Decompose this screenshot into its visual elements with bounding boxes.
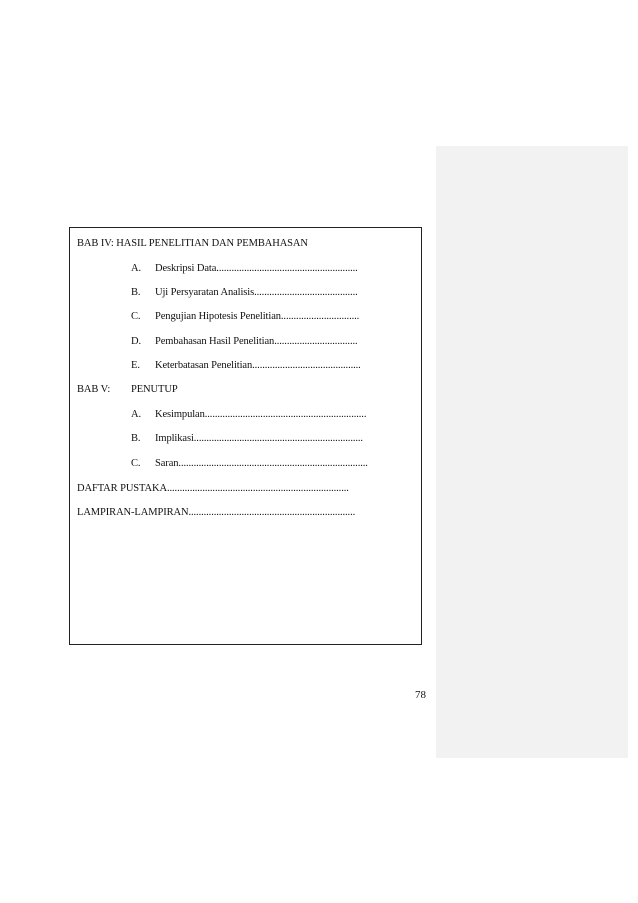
toc-item-dots: ...........................................................................: [178, 458, 368, 469]
toc-item-dots: ...........................................: [252, 360, 361, 371]
toc-item-dots: ..................................................................: [188, 507, 356, 518]
toc-item-dots: ........................................................: [216, 263, 358, 274]
toc-item-letter: A.: [131, 409, 142, 420]
toc-item-letter: B.: [131, 287, 141, 298]
toc-item-letter: C.: [131, 458, 141, 469]
toc-item-letter: B.: [131, 433, 141, 444]
toc-item-text: Saran: [155, 458, 179, 469]
toc-item-letter: D.: [131, 336, 142, 347]
bab4-title: BAB IV: HASIL PENELITIAN DAN PEMBAHASAN: [77, 238, 308, 249]
toc-item-dots: ...................................................................: [193, 433, 363, 444]
toc-item-daftar-pustaka[interactable]: [77, 482, 349, 495]
toc-item-dots: ........................................................................: [166, 483, 349, 494]
toc-item-dots: ...............................: [280, 311, 360, 322]
comment-pane: [436, 146, 628, 758]
toc-item-text: LAMPIRAN-LAMPIRAN: [77, 507, 189, 518]
toc-item-lampiran[interactable]: [77, 506, 355, 519]
toc-item-letter: A.: [131, 263, 142, 274]
toc-item-text: Kesimpulan: [155, 409, 205, 420]
toc-item-text: Deskripsi Data: [155, 263, 217, 274]
table-of-contents-box: [69, 227, 422, 645]
toc-item-text: Implikasi: [155, 433, 194, 444]
bab5-label: BAB V:: [77, 384, 111, 395]
toc-item-letter: C.: [131, 311, 141, 322]
bab5-title: PENUTUP: [131, 384, 178, 395]
toc-item-letter: E.: [131, 360, 140, 371]
toc-item-text: Uji Persyaratan Analisis: [155, 287, 255, 298]
toc-item-dots: ................................................................: [204, 409, 367, 420]
toc-item-dots: .........................................: [254, 287, 358, 298]
toc-item-text: DAFTAR PUSTAKA: [77, 483, 167, 494]
bab4-heading: [77, 237, 308, 250]
toc-item-text: Keterbatasan Penelitian: [155, 360, 253, 371]
toc-item-text: Pengujian Hipotesis Penelitian: [155, 311, 281, 322]
toc-item-dots: .................................: [274, 336, 358, 347]
toc-item-text: Pembahasan Hasil Penelitian: [155, 336, 275, 347]
page-number: 78: [415, 689, 426, 701]
